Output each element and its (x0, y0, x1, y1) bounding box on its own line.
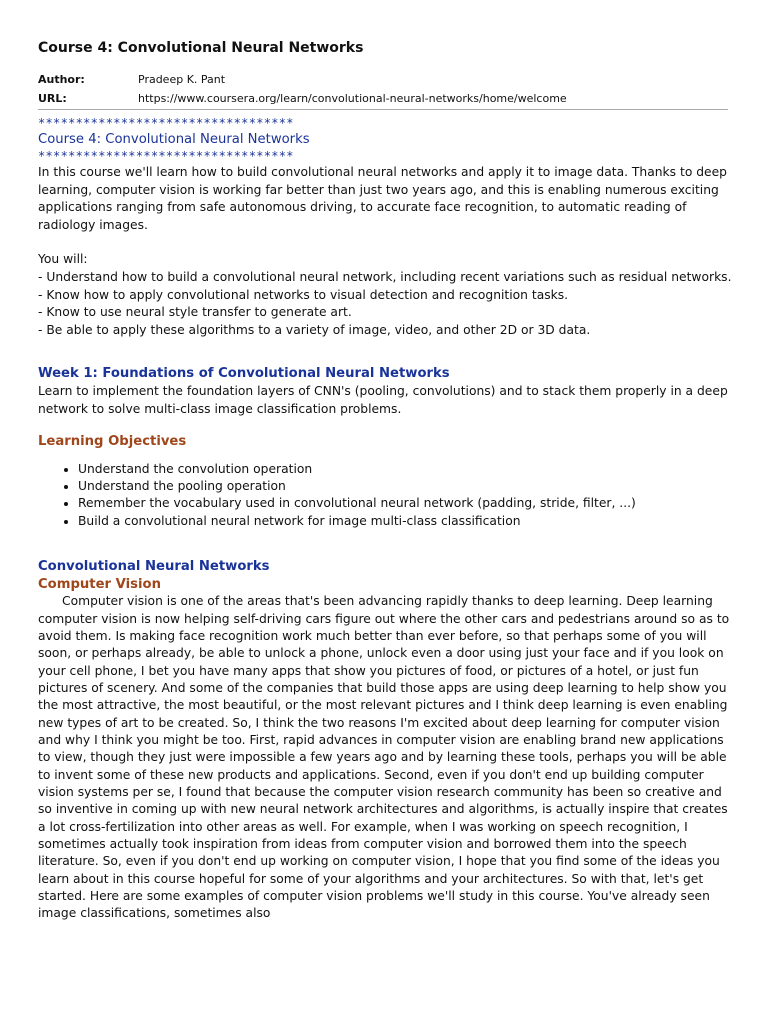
goal-item: - Be able to apply these algorithms to a variety of image, video, and other 2D or 3D data. (38, 322, 591, 337)
document-body (38, 115, 738, 923)
stars-divider-bottom: ********************************** (38, 149, 294, 163)
learning-objectives-title: Learning Objectives (38, 433, 187, 449)
url-label: URL: (38, 92, 67, 105)
goal-item: - Know to use neural style transfer to generate art. (38, 305, 352, 320)
week1-description: Learn to implement the foundation layers of CNN's (pooling, convolutions) and to stack them properly in a deep network to solve multi-class image classification problems. (38, 384, 728, 416)
author-row (38, 70, 728, 89)
document-title: Course 4: Convolutional Neural Networks (38, 40, 364, 56)
intro-paragraph: In this course we'll learn how to build convolutional neural networks and apply it to image data. Thanks to deep learning, computer vision is working far better than just two years ago, and this is enabling numerous exciting applications ranging from safe autonomous driving, to accurate face recognition, to automatic reading of radiology images. (38, 165, 727, 232)
objective-item: • Understand the convolution operation (78, 461, 738, 478)
objectives-list (38, 461, 738, 531)
stars-divider-top: ********************************** (38, 116, 294, 130)
url-row (38, 89, 728, 108)
objective-item: • Build a convolutional neural network for image multi-class classification (78, 513, 738, 530)
objective-item: • Remember the vocabulary used in convolutional neural network (padding, stride, filter, ...) (78, 495, 738, 512)
goal-item: - Understand how to build a convolutional neural network, including recent variations such as residual networks. (38, 269, 732, 284)
you-will-label: You will: (38, 252, 88, 267)
url-link[interactable]: https://www.coursera.org/learn/convolutional-neural-networks/home/welcome (138, 92, 567, 105)
author-value: Pradeep K. Pant (138, 73, 226, 86)
week1-title: Week 1: Foundations of Convolutional Neural Networks (38, 366, 450, 382)
author-label: Author: (38, 73, 85, 86)
course-heading: Course 4: Convolutional Neural Networks (38, 132, 310, 147)
section-subtitle: Computer Vision (38, 577, 161, 593)
goal-item: - Know how to apply convolutional networks to visual detection and recognition tasks. (38, 287, 569, 302)
objective-item: • Understand the pooling operation (78, 478, 738, 495)
header-divider (38, 109, 728, 110)
section-title: Convolutional Neural Networks (38, 559, 270, 575)
metadata-table (38, 70, 728, 108)
section-text: Computer vision is one of the areas that's been advancing rapidly thanks to deep learning. Deep learning computer vision is now helping self-driving cars figure out where the other cars and pedestrians around so as to avoid them. Is making face recognition work much better than ever before, so that perhaps some of you will soon, or perhaps already, be able to unlock a phone, unlock even a door using just your face and if you look on your cell phone, I bet you have many apps that show you pictures of food, or pictures of a hotel, or just fun pictures of scenery. And some of the companies that build those apps are using deep learning to help show you the most attractive, the most beautiful, or the most relevant pictures and I think deep learning is even enabling new types of art to be created. So, I think the two reasons I'm excited about deep learning for computer vision and why I think you might be too. First, rapid advances in computer vision are enabling brand new applications to view, though they just were impossible a few years ago and by learning these tools, perhaps you will be able to invent some of these new products and applications. Second, even if you don't end up building computer vision systems per se, I found that because the computer vision research community has been so creative and so inventive in coming up with new neural network architectures and algorithms, is actually inspire that creates a lot cross-fertilization into other areas as well. For example, when I was working on speech recognition, I sometimes actually took inspiration from ideas from computer vision and borrowed them into the speech literature. So, even if you don't end up working on computer vision, I hope that you find some of the ideas you learn about in this course hopeful for some of your algorithms and your architectures. So with that, let's get started. Here are some examples of computer vision problems we'll study in this course. You've already seen image classifications, sometimes also (38, 594, 730, 921)
